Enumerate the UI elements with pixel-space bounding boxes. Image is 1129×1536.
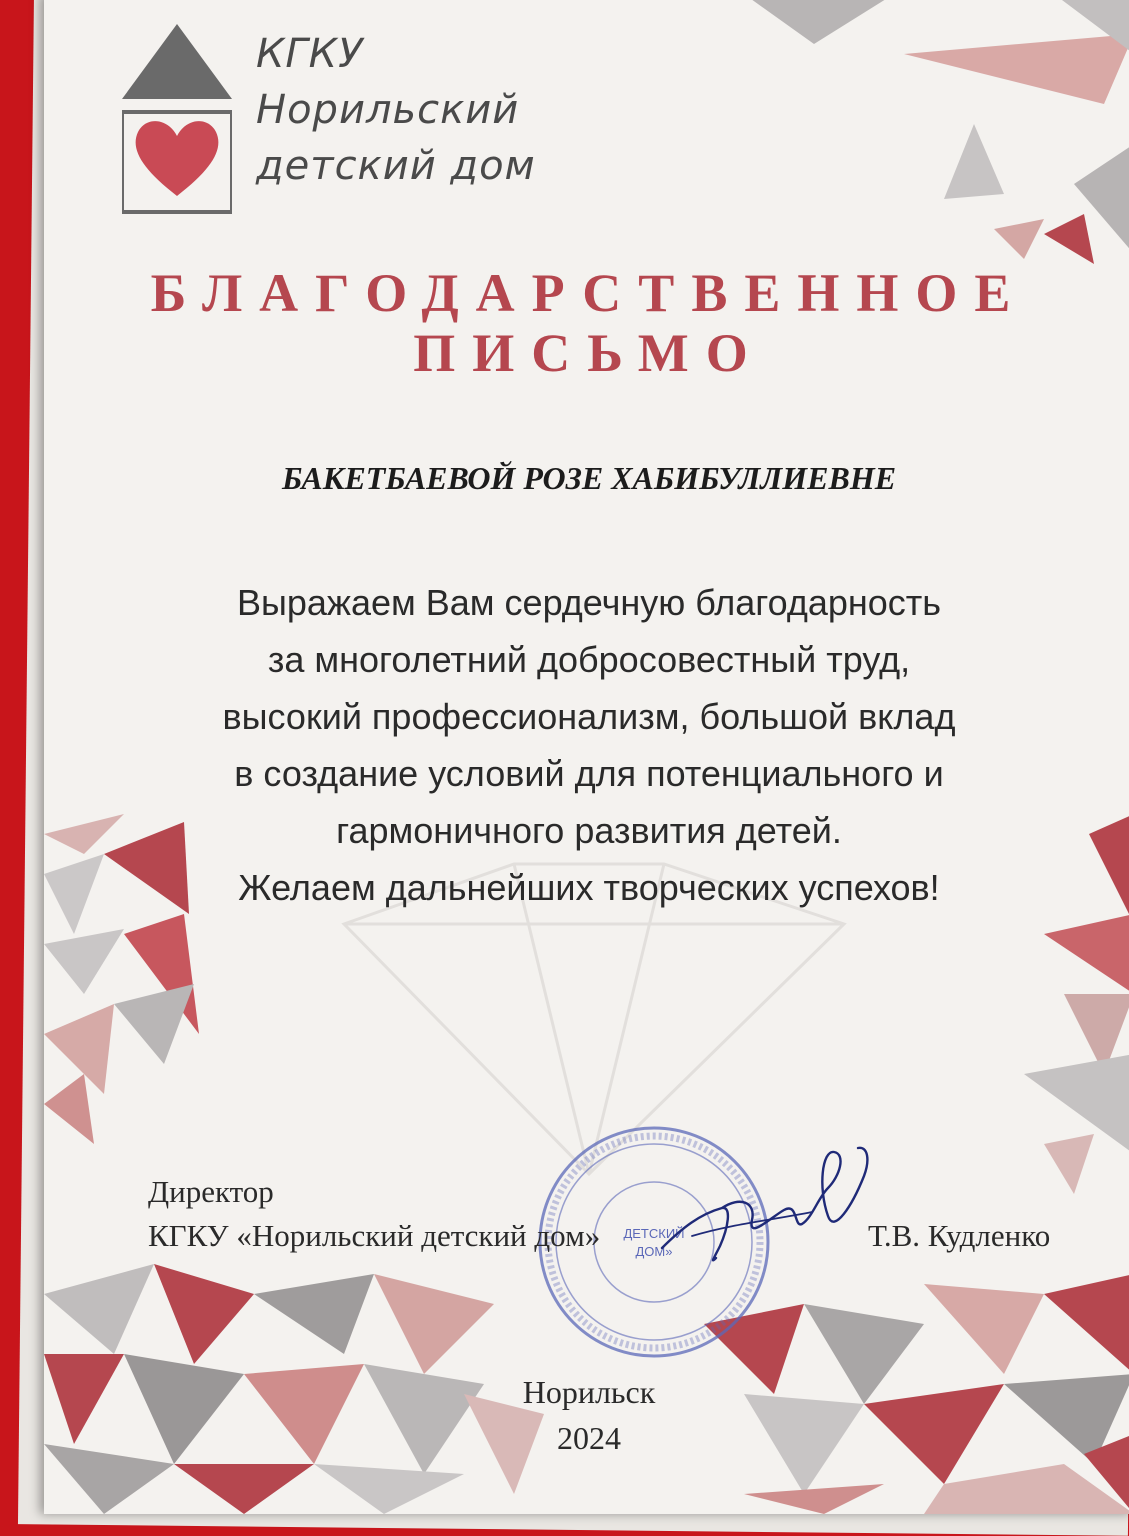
body-line: высокий профессионализм, большой вклад xyxy=(222,696,956,737)
signatory-name: Т.В. Кудленко xyxy=(868,1218,1051,1253)
stamp-text-1: ДЕТСКИЙ xyxy=(623,1226,685,1241)
stamp-text-2: ДОМ» xyxy=(635,1244,673,1259)
recipient-name: БАКЕТБАЕВОЙ РОЗЕ ХАБИБУЛЛИЕВНЕ xyxy=(281,460,897,496)
city: Норильск xyxy=(522,1374,656,1410)
body-line: за многолетний добросовестный труд, xyxy=(267,639,911,680)
body-line: гармоничного развития детей. xyxy=(336,810,842,851)
handwritten-signature xyxy=(652,1136,882,1276)
signatory-role: Директор xyxy=(148,1174,274,1209)
body-line: Выражаем Вам сердечную благодарность xyxy=(236,582,942,623)
title-line-1: БЛАГОДАРСТВЕННОЕ xyxy=(150,263,1028,323)
body-line: в создание условий для потенциального и xyxy=(234,753,944,794)
letter-page xyxy=(44,0,1129,1514)
year: 2024 xyxy=(557,1420,621,1456)
org-logo-text xyxy=(256,26,536,194)
title-line-2: ПИСЬМО xyxy=(413,323,765,383)
logo-line-2: Норильский xyxy=(256,87,520,133)
letter-body xyxy=(134,574,1044,916)
logo-line-1: КГКУ xyxy=(256,31,364,77)
logo-line-3: детский дом xyxy=(256,143,536,189)
house-heart-logo-icon xyxy=(122,24,232,214)
signatory-org: КГКУ «Норильский детский дом» xyxy=(148,1218,601,1253)
body-line: Желаем дальнейших творческих успехов! xyxy=(238,867,940,908)
